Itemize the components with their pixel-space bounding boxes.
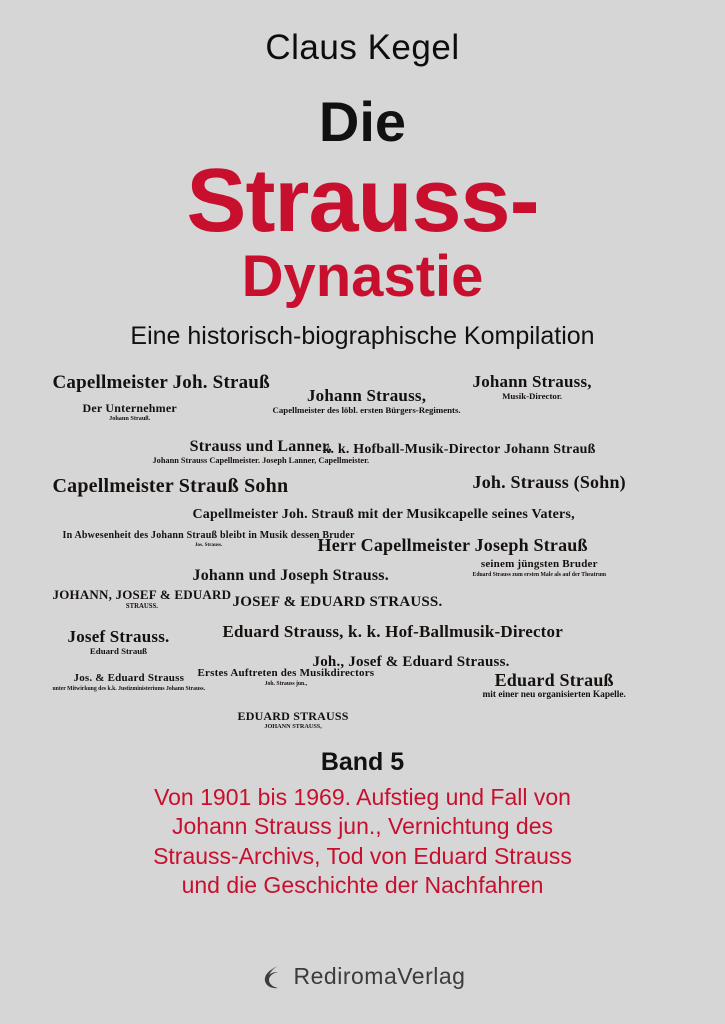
description-line: Johann Strauss jun., Vernichtung des bbox=[171, 813, 554, 840]
collage-nameplate-sub: Eduard Strauss zum ersten Male als auf der Theatrum bbox=[472, 571, 607, 578]
author-name: Claus Kegel bbox=[265, 28, 460, 67]
collage-nameplate bbox=[473, 473, 626, 492]
collage-nameplate bbox=[193, 568, 389, 585]
collage-nameplate-main: Joh. Strauss (Sohn) bbox=[472, 472, 626, 492]
collage-nameplate bbox=[473, 373, 592, 401]
collage-nameplate bbox=[193, 508, 575, 523]
collage-nameplate-main: In Abwesenheit des Johann Strauß bleibt in Musik dessen Bruder bbox=[62, 530, 355, 541]
title-line-die: Die bbox=[318, 90, 407, 153]
collage-nameplate-main: Eduard Strauss, k. k. Hof-Ballmusik-Director bbox=[222, 622, 563, 641]
collage-nameplate-sub: Jos. Strauss. bbox=[194, 541, 223, 548]
collage-nameplate-sub: Joh. Strauss jun., bbox=[264, 680, 308, 687]
collage-nameplate bbox=[198, 668, 375, 687]
collage-nameplate bbox=[53, 673, 206, 692]
collage-nameplate-main: Johann Strauss, bbox=[306, 386, 427, 405]
collage-nameplate-main: seinem jüngsten Bruder bbox=[480, 558, 598, 570]
collage-nameplate bbox=[53, 476, 289, 497]
description-line: und die Geschichte der Nachfahren bbox=[181, 872, 544, 899]
collage-nameplate bbox=[53, 373, 270, 393]
collage-nameplate bbox=[473, 559, 607, 578]
publisher-logo bbox=[0, 963, 725, 990]
title-line-strauss: Strauss- bbox=[186, 151, 539, 251]
collage-nameplate-main: Erstes Auftreten des Musikdirectors bbox=[197, 667, 375, 679]
collage-nameplate-sub: STRAUSS. bbox=[125, 602, 158, 610]
collage-nameplate bbox=[68, 628, 170, 656]
historic-nameplates-collage bbox=[43, 373, 683, 738]
collage-nameplate bbox=[83, 402, 177, 422]
collage-nameplate-main: Capellmeister Joh. Strauß bbox=[52, 372, 270, 393]
collage-nameplate bbox=[53, 588, 232, 610]
collage-nameplate-main: JOSEF & EDUARD STRAUSS. bbox=[232, 594, 443, 610]
publisher-name: RediromaVerlag bbox=[293, 963, 466, 989]
collage-nameplate bbox=[223, 623, 564, 641]
collage-nameplate-main: JOHANN, JOSEF & EDUARD bbox=[52, 587, 232, 602]
collage-nameplate bbox=[233, 595, 443, 611]
collage-nameplate-main: EDUARD STRAUSS bbox=[237, 709, 349, 723]
collage-nameplate-main: Jos. & Eduard Strauss bbox=[73, 672, 185, 684]
collage-nameplate-main: Herr Capellmeister Joseph Strauß bbox=[317, 535, 588, 555]
collage-nameplate-sub: Johann Strauß. bbox=[109, 414, 151, 422]
collage-nameplate-sub: unter Mitwirkung des k.k. Justizministeriums Johann Strauss. bbox=[52, 685, 206, 692]
collage-nameplate bbox=[63, 531, 355, 548]
collage-nameplate-sub: Johann Strauss Capellmeister. Joseph Lanner, Capellmeister. bbox=[152, 455, 370, 465]
collage-nameplate-main: Joh., Josef & Eduard Strauss. bbox=[312, 654, 510, 670]
collage-nameplate bbox=[483, 671, 626, 701]
collage-nameplate-main: Johann Strauss, bbox=[472, 372, 592, 391]
collage-nameplate-main: k. k. Hofball-Musik-Director Johann Strauß bbox=[322, 442, 596, 457]
flame-mark-icon bbox=[260, 964, 286, 990]
collage-nameplate-main: Josef Strauss. bbox=[67, 627, 170, 646]
volume-label: Band 5 bbox=[320, 748, 405, 776]
collage-nameplate-sub: JOHANN STRAUSS, bbox=[264, 722, 322, 730]
collage-nameplate-sub: Musik-Director. bbox=[502, 390, 563, 401]
collage-nameplate-main: Capellmeister Joh. Strauß mit der Musikcapelle seines Vaters, bbox=[192, 507, 575, 522]
collage-nameplate-main: Eduard Strauß bbox=[494, 670, 614, 690]
collage-nameplate-sub: mit einer neu organisierten Kapelle. bbox=[482, 689, 626, 700]
subtitle: Eine historisch-biographische Kompilation bbox=[130, 322, 595, 350]
collage-nameplate bbox=[273, 387, 461, 415]
volume-description bbox=[63, 783, 663, 901]
collage-nameplate-sub: Capellmeister des löbl. ersten Bürgers-Regiments. bbox=[272, 404, 461, 415]
collage-nameplate-main: Der Unternehmer bbox=[82, 401, 177, 415]
description-line: Strauss-Archivs, Tod von Eduard Strauss bbox=[153, 842, 572, 869]
collage-nameplate-main: Strauss und Lanner, bbox=[189, 438, 332, 455]
collage-nameplate-main: Capellmeister Strauß Sohn bbox=[52, 475, 289, 497]
collage-nameplate-main: Johann und Joseph Strauss. bbox=[192, 567, 389, 584]
collage-nameplate-sub: Eduard Strauß bbox=[89, 645, 148, 656]
collage-nameplate bbox=[323, 443, 596, 458]
title-line-dynastie: Dynastie bbox=[241, 244, 484, 309]
collage-nameplate bbox=[238, 710, 349, 730]
description-line: Von 1901 bis 1969. Aufstieg und Fall von bbox=[154, 784, 571, 810]
collage-nameplate bbox=[318, 536, 588, 555]
